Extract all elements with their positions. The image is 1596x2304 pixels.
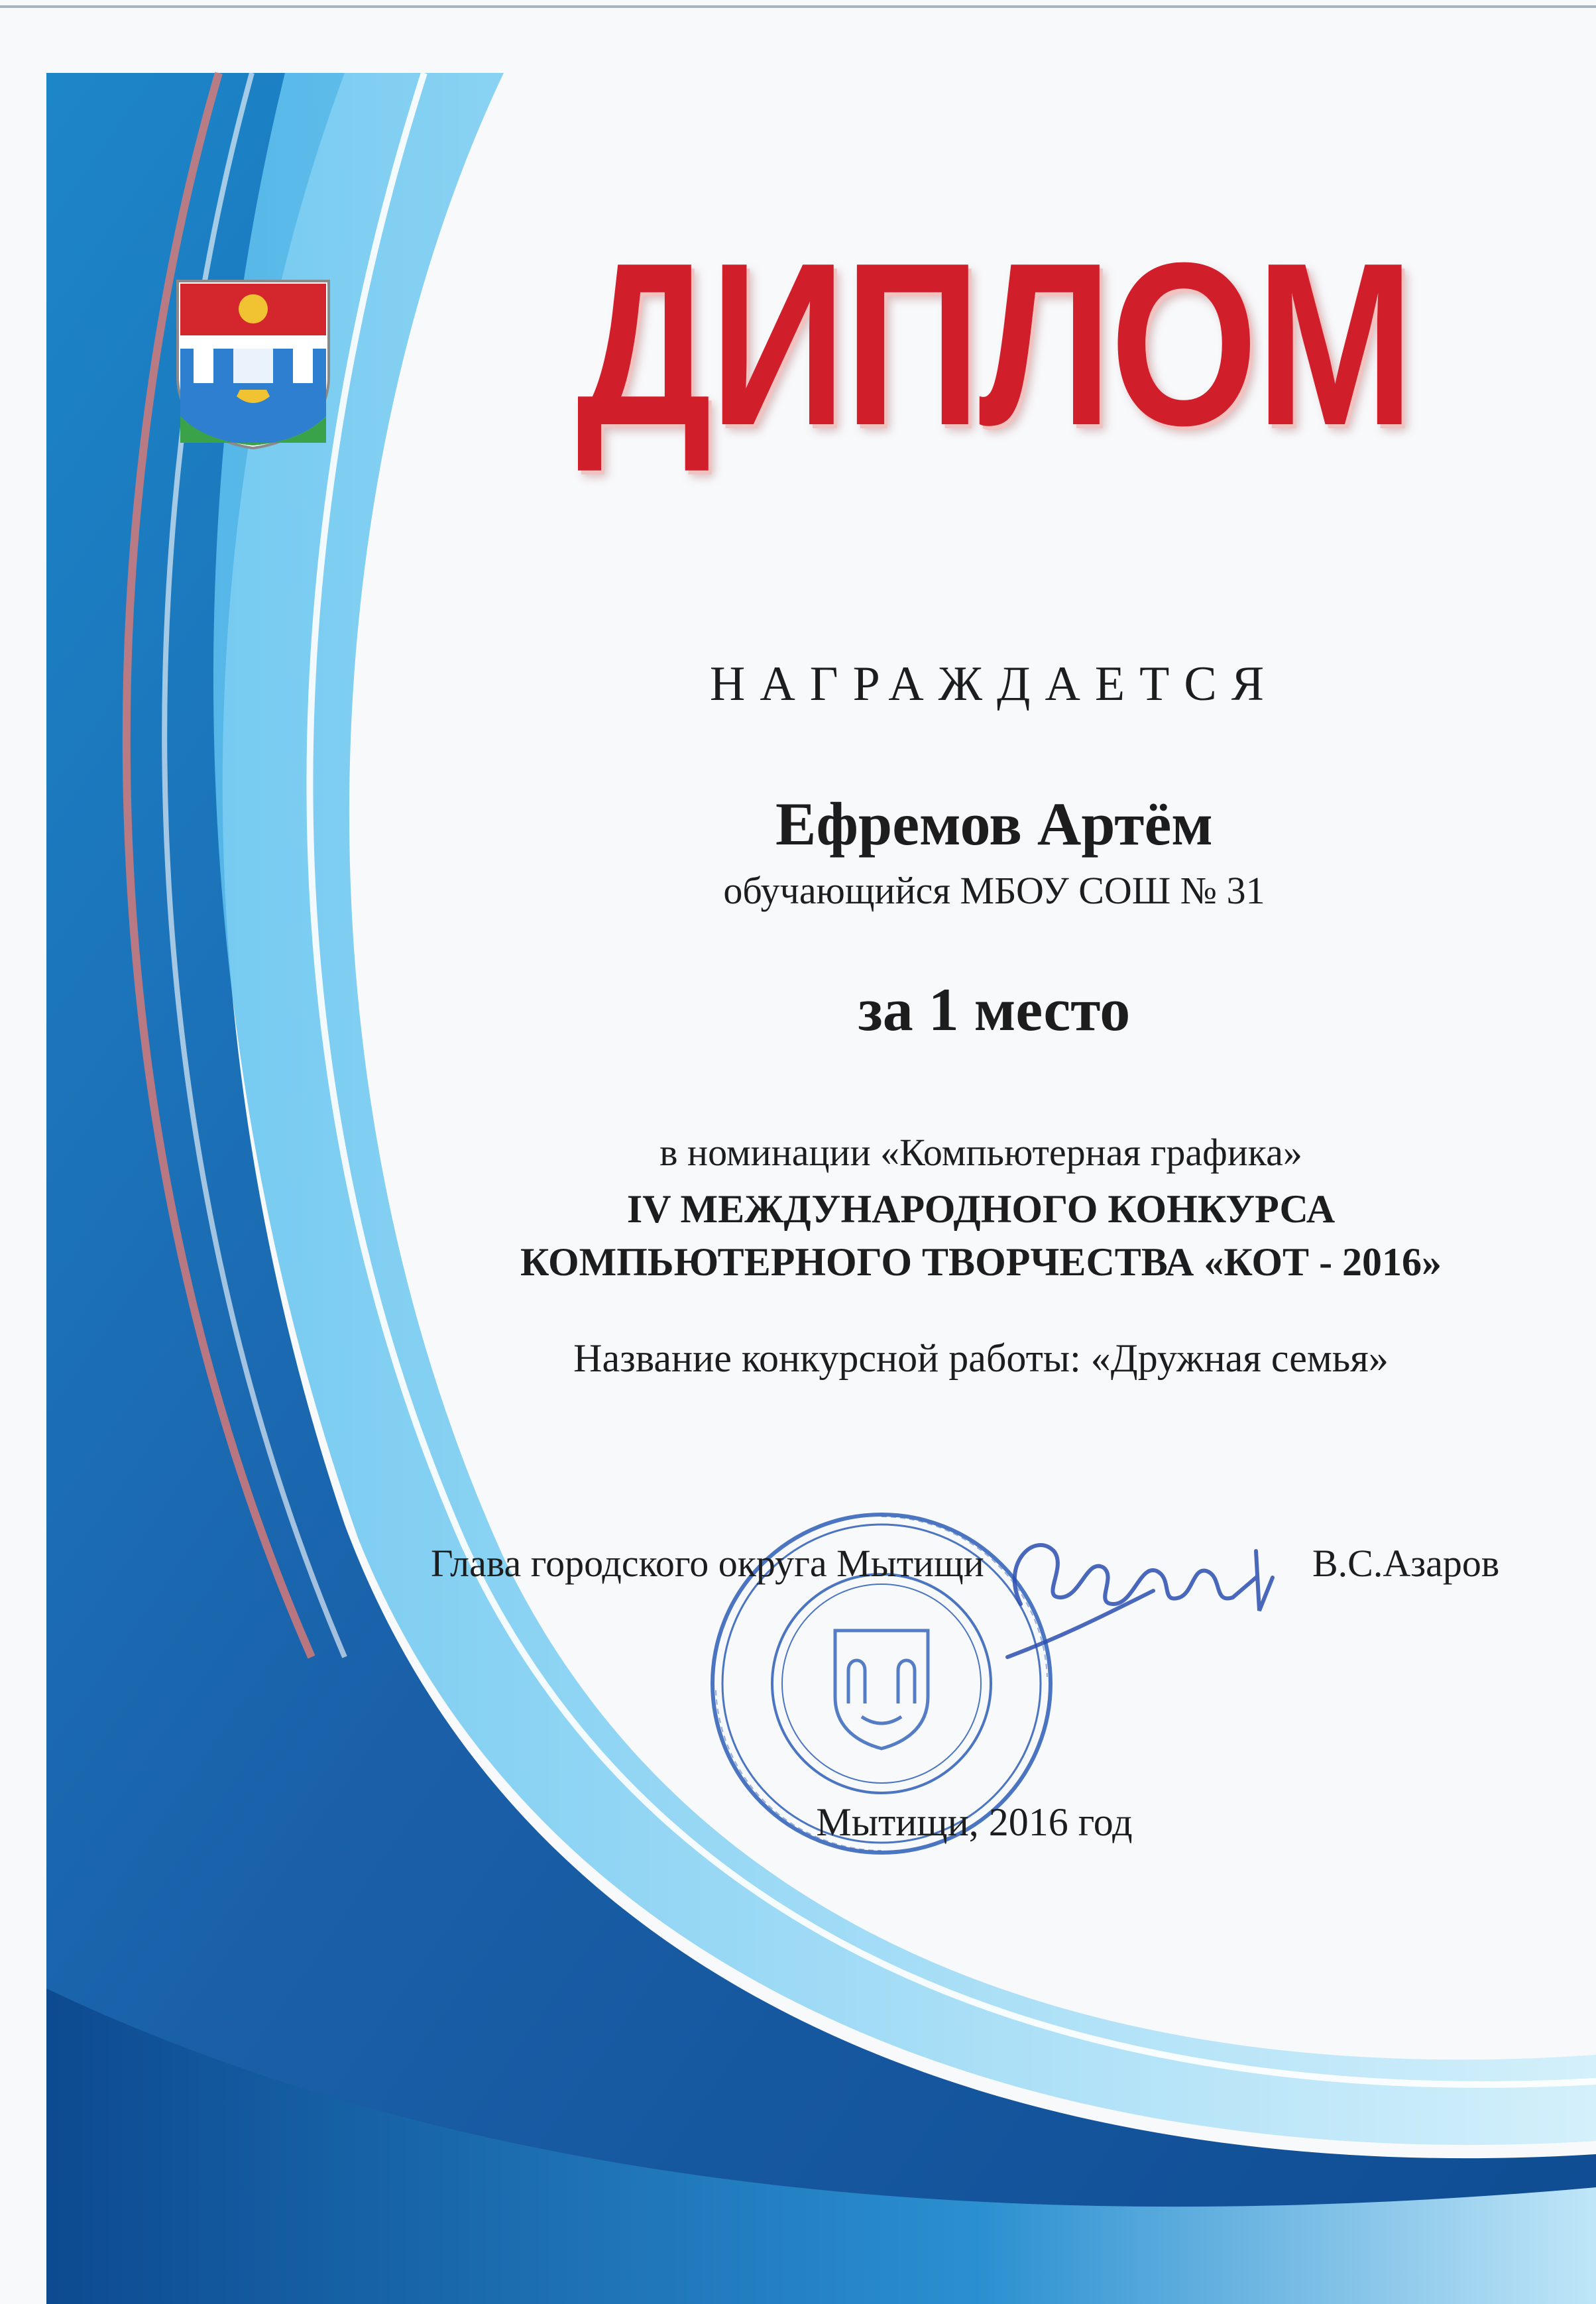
award-place: за 1 место [858, 976, 1131, 1043]
diploma-title: ДИПЛОМ [576, 215, 1412, 474]
contest-name-line1: IV МЕЖДУНАРОДНОГО КОНКУРСА [626, 1187, 1336, 1231]
signature-icon [994, 1505, 1339, 1677]
nomination-line: в номинации «Компьютерная графика» [659, 1131, 1302, 1174]
coat-of-arms-icon [174, 277, 333, 452]
head-name: В.С.Азаров [1312, 1542, 1500, 1585]
head-title: Глава городского округа Мытищи [431, 1542, 984, 1585]
awarded-label: НАГРАЖДАЕТСЯ [709, 657, 1279, 711]
recipient-name: Ефремов Артём [775, 790, 1213, 858]
work-title: Название конкурсной работы: «Дружная семья» [573, 1336, 1389, 1380]
contest-name-line2: КОМПЬЮТЕРНОГО ТВОРЧЕСТВА «КОТ - 2016» [520, 1240, 1442, 1284]
recipient-school: обучающийся МБОУ СОШ № 31 [723, 869, 1265, 912]
city-year: Мытищи, 2016 год [816, 1800, 1133, 1844]
